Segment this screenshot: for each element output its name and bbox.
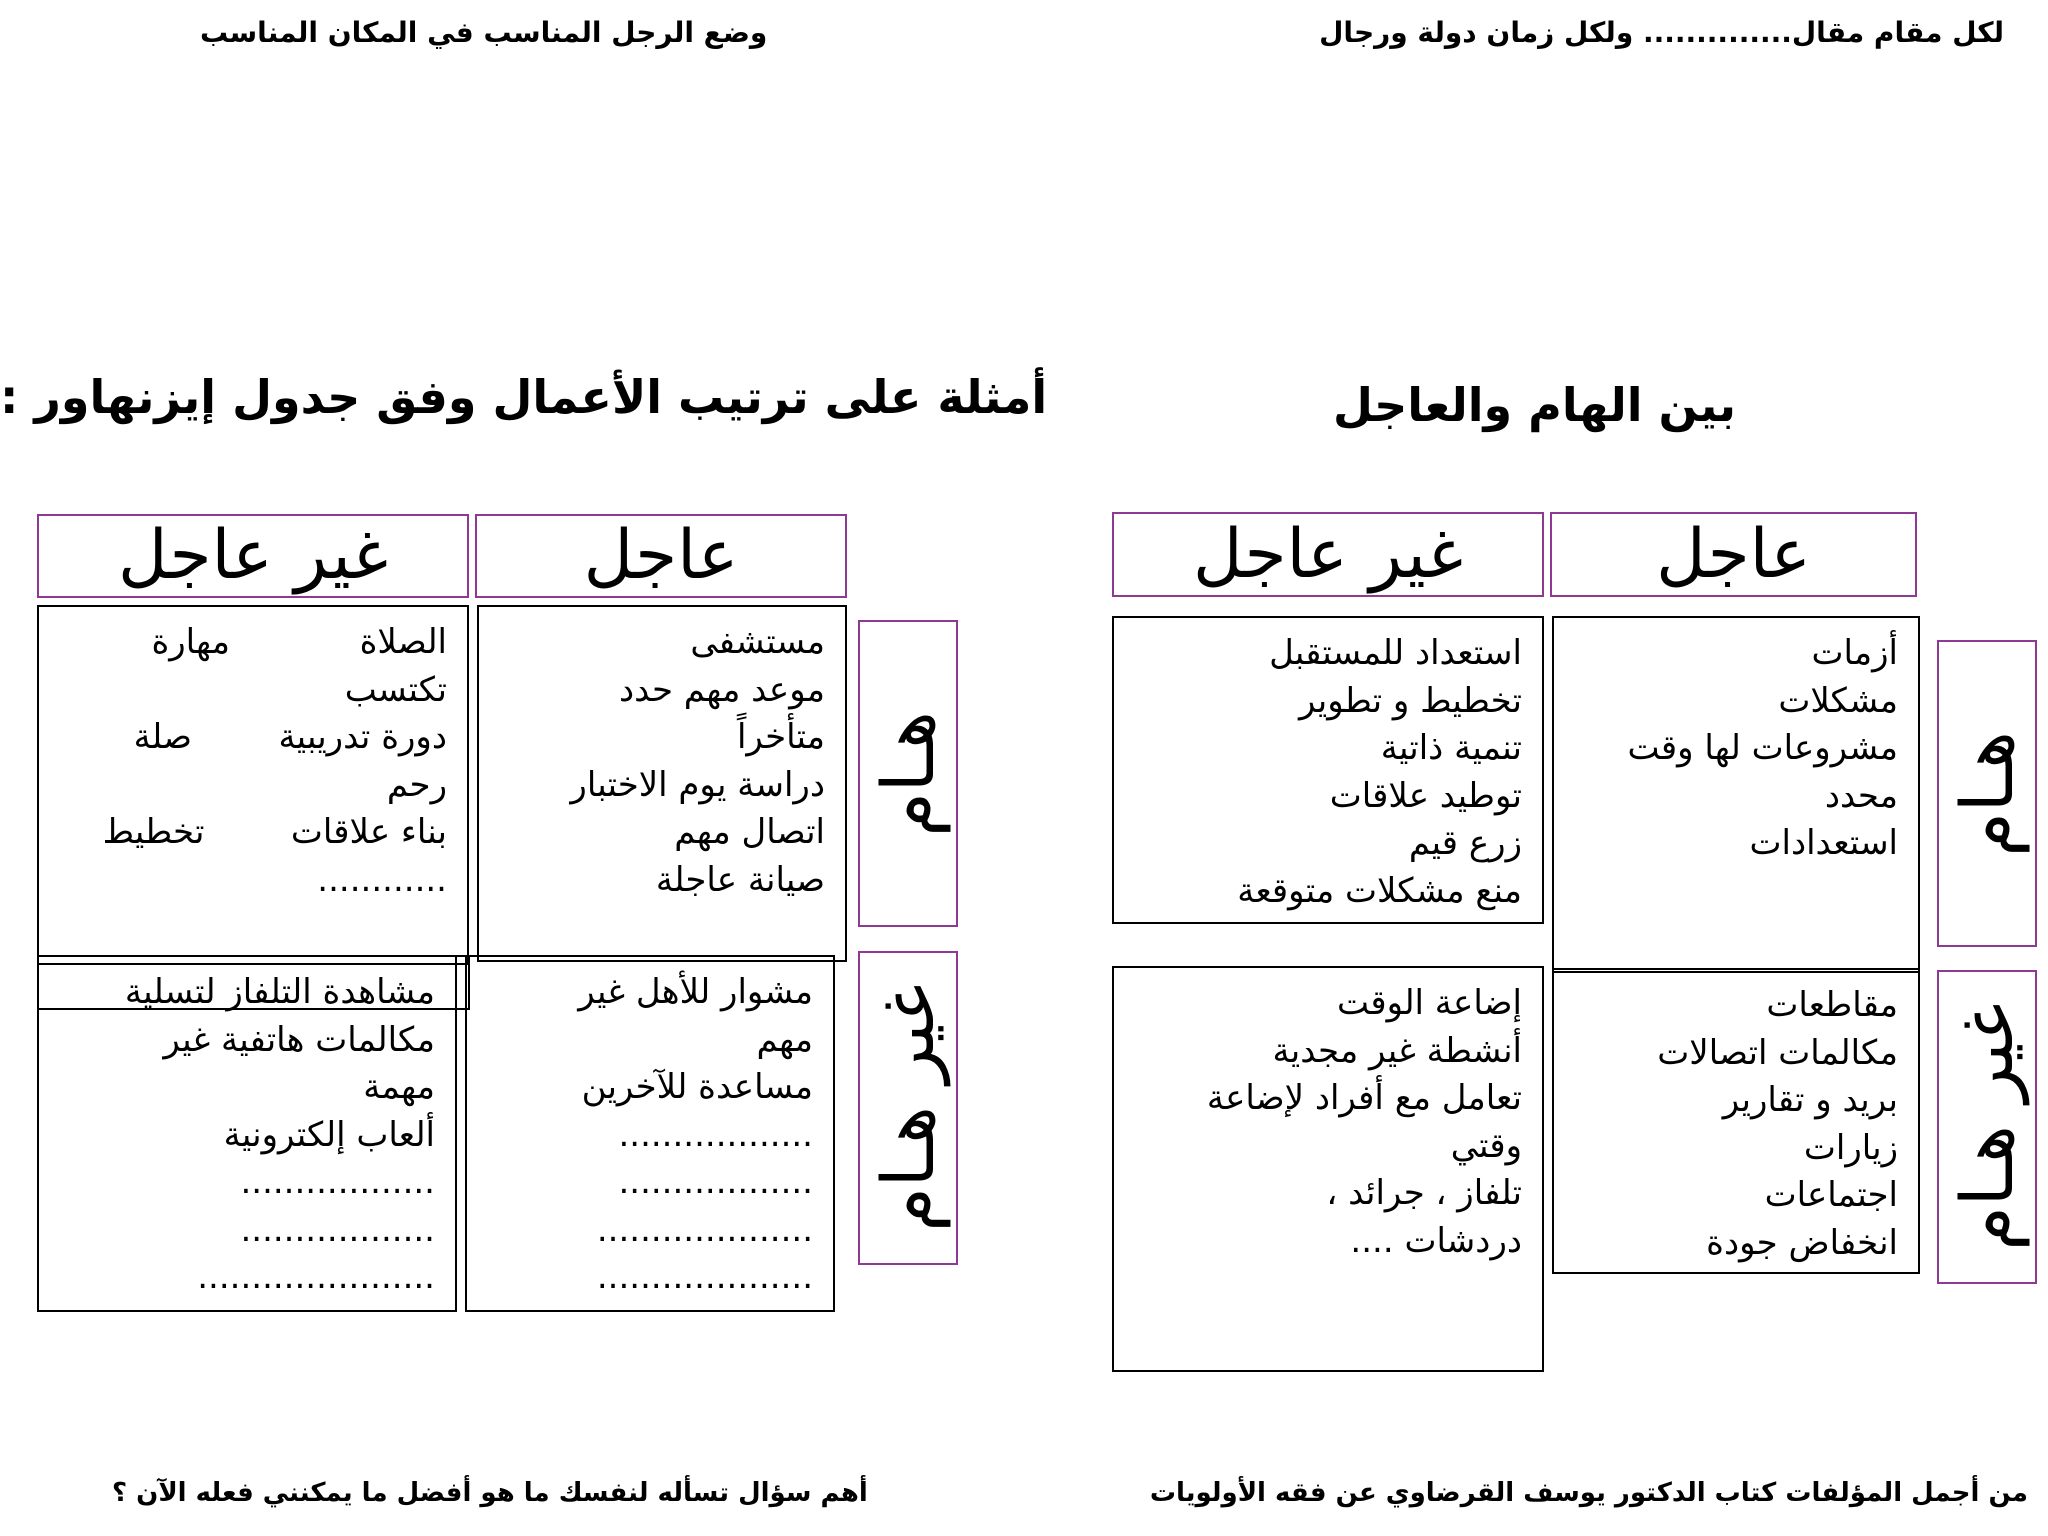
list-item: توطيد علاقات xyxy=(1329,775,1522,816)
list-item: مهم xyxy=(756,1019,813,1060)
left-cell-important-not-urgent xyxy=(37,605,469,965)
title-left: أمثلة على ترتيب الأعمال وفق جدول إيزنهاور : xyxy=(0,370,1048,424)
list-item: مشكلات xyxy=(1778,680,1898,721)
list-item: منع مشكلات متوقعة xyxy=(1237,870,1522,911)
left-col-not-urgent-header xyxy=(37,514,469,598)
list-item: وقتي xyxy=(1450,1125,1522,1166)
list-item: إضاعة الوقت xyxy=(1336,983,1522,1023)
list-item: تكتسب xyxy=(344,669,447,710)
list-item: تعامل مع أفراد لإضاعة xyxy=(1206,1078,1522,1118)
right-cell-not-important-not-urgent xyxy=(1112,966,1544,1372)
list-item: استعدادات xyxy=(1749,823,1898,863)
header-left: وضع الرجل المناسب في المكان المناسب xyxy=(200,16,768,49)
list-item: .................... xyxy=(596,1257,813,1297)
list-item: دورة تدريبية صلة xyxy=(133,717,447,757)
list-item: تلفاز ، جرائد ، xyxy=(1326,1173,1522,1213)
right-cell-important-not-urgent xyxy=(1112,616,1544,924)
footer-right: من أجمل المؤلفات كتاب الدكتور يوسف القرضاوي عن فقه الأولويات xyxy=(1149,1478,2028,1508)
list-item: مشروعات لها وقت xyxy=(1627,728,1898,768)
list-item: استعداد للمستقبل xyxy=(1269,633,1522,673)
list-item: .................. xyxy=(618,1114,813,1155)
left-cell-important-urgent xyxy=(477,605,847,962)
right-col-not-urgent-label: غير عاجل xyxy=(1192,514,1464,594)
list-item: دردشات .... xyxy=(1350,1220,1522,1261)
list-item: زرع قيم xyxy=(1408,823,1522,863)
right-col-urgent-label: عاجل xyxy=(1656,514,1811,594)
footer-left: أهم سؤال تسأله لنفسك ما هو أفضل ما يمكنني فعله الآن ؟ xyxy=(112,1478,868,1508)
title-right: بين الهام والعاجل xyxy=(1333,378,1736,432)
list-item: .................. xyxy=(618,1162,813,1202)
list-item: دراسة يوم الاختبار xyxy=(570,764,825,805)
left-row-important-label: هـام xyxy=(866,710,950,837)
left-col-not-urgent-label: غير عاجل xyxy=(117,516,389,595)
list-item: أنشطة غير مجدية xyxy=(1272,1030,1522,1071)
list-item: الصلاة مهارة xyxy=(151,622,447,662)
left-row-important-header xyxy=(858,620,958,927)
header-right: لكل مقام مقال.............. ولكل زمان دولة ورجال xyxy=(1319,16,2004,49)
list-item: محدد xyxy=(1824,775,1898,816)
list-item: موعد مهم حدد xyxy=(618,669,825,710)
right-row-important-header xyxy=(1937,640,2037,947)
list-item: مقاطعات xyxy=(1766,985,1898,1025)
left-col-urgent-header xyxy=(475,514,847,598)
list-item: زيارات xyxy=(1803,1127,1898,1168)
list-item: تخطيط و تطوير xyxy=(1298,680,1522,721)
list-item: .................. xyxy=(240,1162,435,1202)
left-col-urgent-label: عاجل xyxy=(583,516,739,595)
list-item: .................... xyxy=(596,1209,813,1250)
list-item: .................. xyxy=(240,1209,435,1250)
list-item: مكالمات اتصالات xyxy=(1657,1032,1898,1073)
list-item: متأخراً xyxy=(736,717,825,757)
list-item: مكالمات هاتفية غير xyxy=(163,1019,435,1060)
list-item: مشوار للأهل غير xyxy=(578,972,813,1012)
list-item: مساعدة للآخرين xyxy=(581,1067,813,1107)
list-item: تنمية ذاتية xyxy=(1380,728,1522,768)
list-item: بناء علاقات تخطيط xyxy=(102,812,447,852)
list-item: مهمة xyxy=(363,1067,435,1107)
list-item: ...................... xyxy=(197,1257,435,1297)
list-item: مشاهدة التلفاز لتسلية xyxy=(124,972,435,1012)
right-col-not-urgent-header xyxy=(1112,512,1544,597)
right-row-not-important-label: غير هـام xyxy=(1945,1003,2029,1251)
right-row-not-important-header xyxy=(1937,970,2037,1284)
list-item: اجتماعات xyxy=(1764,1175,1898,1215)
list-item: اتصال مهم xyxy=(674,812,825,852)
right-cell-important-urgent xyxy=(1552,616,1920,973)
left-row-not-important-header xyxy=(858,951,958,1265)
list-item: ............ xyxy=(317,859,447,900)
list-item: ألعاب إلكترونية xyxy=(223,1114,435,1155)
right-col-urgent-header xyxy=(1550,512,1917,597)
overlap-outline xyxy=(37,955,470,1010)
list-item: بريد و تقارير xyxy=(1722,1080,1898,1120)
list-item: انخفاض جودة xyxy=(1706,1222,1898,1263)
right-row-important-label: هـام xyxy=(1945,730,2029,857)
list-item: صيانة عاجلة xyxy=(655,859,825,900)
right-cell-not-important-urgent xyxy=(1552,968,1920,1274)
list-item: رحم xyxy=(386,764,447,805)
left-row-not-important-label: غير هـام xyxy=(866,984,950,1232)
left-cell-not-important-urgent xyxy=(465,955,835,1312)
list-item: مستشفى xyxy=(690,622,825,662)
list-item: أزمات xyxy=(1811,633,1898,673)
